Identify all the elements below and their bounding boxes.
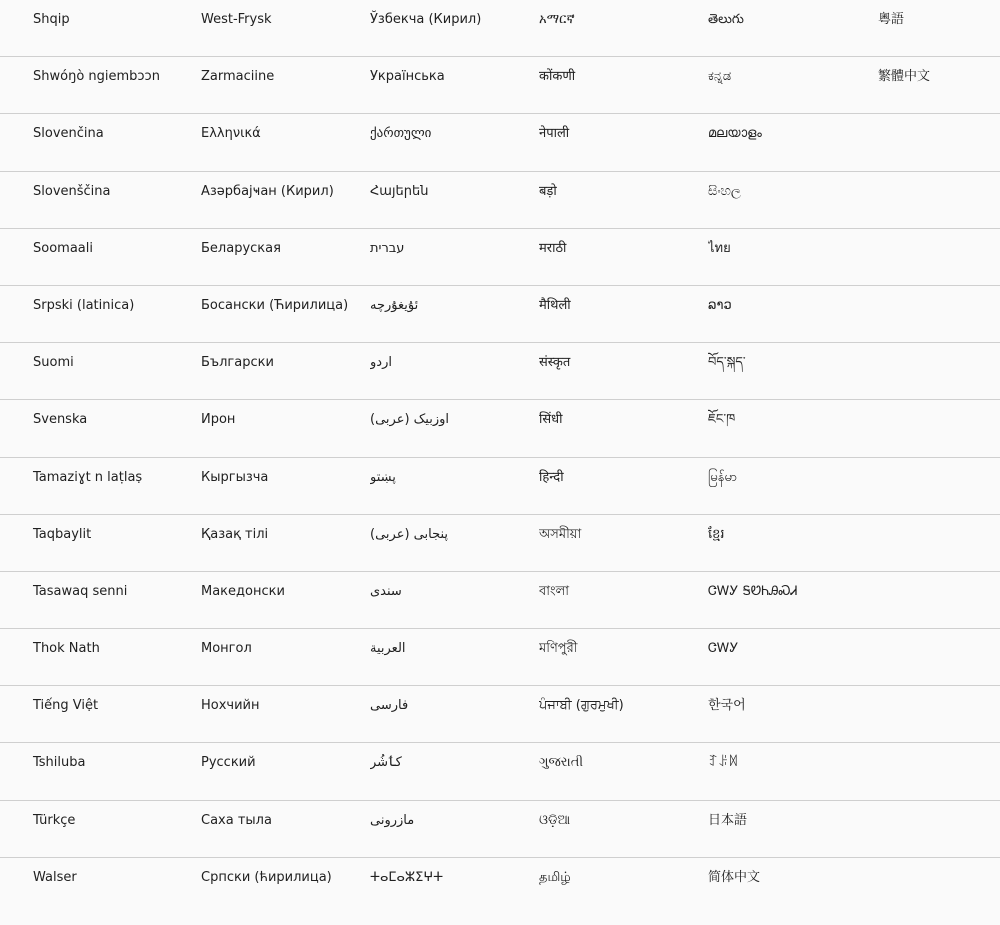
language-option[interactable]: اوزبیک (عربی) bbox=[370, 412, 450, 428]
language-option[interactable] bbox=[878, 229, 1000, 240]
language-option[interactable]: ᏣᎳᎩ bbox=[708, 641, 739, 657]
language-option[interactable]: Walser bbox=[33, 869, 77, 885]
language-option[interactable] bbox=[878, 515, 1000, 526]
language-option[interactable] bbox=[878, 743, 1000, 754]
language-row bbox=[0, 343, 1000, 400]
language-option[interactable] bbox=[878, 400, 1000, 411]
language-option[interactable]: עברית bbox=[370, 240, 405, 256]
language-row bbox=[0, 57, 1000, 114]
language-option[interactable]: Soomaali bbox=[33, 240, 93, 256]
language-option[interactable]: Thok Nath bbox=[33, 641, 100, 657]
language-option[interactable] bbox=[878, 686, 1000, 697]
language-option[interactable]: ગુજરાતી bbox=[539, 755, 584, 771]
language-option[interactable] bbox=[878, 801, 1000, 812]
language-option[interactable]: ئۇيغۇرچە bbox=[370, 297, 419, 313]
language-option[interactable]: ไทย bbox=[708, 240, 731, 256]
language-option[interactable]: हिन्दी bbox=[539, 469, 564, 485]
language-option[interactable]: Српски (ћирилица) bbox=[201, 869, 332, 885]
language-option[interactable]: ᏣᎳᎩ ᎦᏬᏂᎯᏍᏗ bbox=[708, 583, 798, 599]
language-option[interactable]: پنجابی (عربی) bbox=[370, 526, 449, 542]
language-option[interactable]: کٲشُر bbox=[370, 755, 402, 771]
language-option[interactable]: Македонски bbox=[201, 583, 285, 599]
language-row bbox=[0, 172, 1000, 229]
language-row bbox=[0, 572, 1000, 629]
language-option[interactable]: ਪੰਜਾਬੀ (ਗੁਰਮੁਖੀ) bbox=[539, 698, 624, 714]
language-option[interactable]: ಕನ್ನಡ bbox=[708, 69, 732, 85]
language-option[interactable]: नेपाली bbox=[539, 126, 570, 142]
language-option[interactable]: 粵語 bbox=[878, 12, 905, 27]
language-option[interactable]: Suomi bbox=[33, 355, 74, 371]
language-option[interactable] bbox=[878, 629, 1000, 640]
language-row bbox=[0, 629, 1000, 686]
language-option[interactable]: मराठी bbox=[539, 240, 567, 256]
language-option[interactable]: Русский bbox=[201, 755, 256, 771]
language-option[interactable]: தமிழ் bbox=[539, 869, 571, 885]
language-option[interactable] bbox=[878, 858, 1000, 869]
language-option[interactable]: አማርኛ bbox=[539, 12, 575, 27]
language-option[interactable]: Tasawaq senni bbox=[33, 583, 128, 599]
language-option[interactable]: മലയാളം bbox=[708, 126, 762, 142]
language-option[interactable]: बड़ो bbox=[539, 183, 557, 199]
language-option[interactable] bbox=[878, 458, 1000, 469]
language-option[interactable]: 日本語 bbox=[708, 812, 748, 828]
language-option[interactable]: संस्कृत bbox=[539, 355, 571, 371]
language-option[interactable]: Tiếng Việt bbox=[33, 698, 99, 714]
language-option[interactable] bbox=[878, 172, 1000, 183]
language-option[interactable]: Саха тыла bbox=[201, 812, 272, 828]
language-row bbox=[0, 801, 1000, 858]
language-option[interactable]: Монгол bbox=[201, 641, 252, 657]
language-row bbox=[0, 858, 1000, 915]
language-option[interactable]: తెలుగు bbox=[708, 12, 744, 27]
language-option[interactable]: Taqbaylit bbox=[33, 526, 92, 542]
language-option[interactable]: Shqip bbox=[33, 12, 70, 27]
language-option[interactable]: Беларуская bbox=[201, 240, 281, 256]
language-option[interactable]: ଓଡ଼ିଆ bbox=[539, 812, 571, 828]
language-option[interactable]: پښتو bbox=[370, 469, 396, 485]
language-option[interactable]: মণিপুরী bbox=[539, 641, 578, 657]
language-option[interactable]: Tamaziɣt n laṭlaṣ bbox=[33, 469, 143, 485]
language-option[interactable]: ខ្មែរ bbox=[708, 526, 725, 542]
language-option[interactable]: Ελληνικά bbox=[201, 126, 261, 142]
language-row bbox=[0, 400, 1000, 457]
language-option[interactable]: Ирон bbox=[201, 412, 236, 428]
language-option[interactable]: བོད་སྐད་ bbox=[708, 355, 746, 371]
language-option[interactable]: Нохчийн bbox=[201, 698, 260, 714]
language-option[interactable]: West-Frysk bbox=[201, 12, 272, 27]
language-option[interactable]: فارسی bbox=[370, 698, 409, 714]
language-option[interactable]: कोंकणी bbox=[539, 69, 576, 85]
language-option[interactable]: العربية bbox=[370, 641, 406, 657]
language-row bbox=[0, 686, 1000, 743]
language-row bbox=[0, 458, 1000, 515]
language-row bbox=[0, 515, 1000, 572]
language-option[interactable]: Български bbox=[201, 355, 274, 371]
language-option[interactable] bbox=[878, 572, 1000, 583]
language-option[interactable]: مازرونی bbox=[370, 812, 415, 828]
language-option[interactable]: Азәрбајҹан (Кирил) bbox=[201, 183, 334, 199]
language-option[interactable]: Türkçe bbox=[33, 812, 76, 828]
language-option[interactable]: سندی bbox=[370, 583, 402, 599]
language-option[interactable]: Українська bbox=[370, 69, 445, 85]
language-option[interactable]: Slovenščina bbox=[33, 183, 111, 199]
language-option[interactable]: 繁體中文 bbox=[878, 69, 931, 85]
language-option[interactable]: Shwóŋò ngiembɔɔn bbox=[33, 69, 160, 85]
language-option[interactable]: ⵜⴰⵎⴰⵣⵉⵖⵜ bbox=[370, 869, 444, 885]
language-option[interactable]: မြန်မာ bbox=[708, 469, 738, 485]
language-option[interactable]: 简体中文 bbox=[708, 869, 761, 885]
language-option[interactable]: Հայերեն bbox=[370, 183, 429, 199]
language-row bbox=[0, 229, 1000, 286]
language-option[interactable] bbox=[878, 343, 1000, 354]
language-option[interactable] bbox=[878, 286, 1000, 297]
language-option[interactable]: Tshiluba bbox=[33, 755, 86, 771]
language-option[interactable] bbox=[878, 114, 1000, 125]
language-option[interactable]: ქართული bbox=[370, 126, 432, 142]
language-option[interactable]: Кыргызча bbox=[201, 469, 269, 485]
language-option[interactable]: සිංහල bbox=[708, 183, 741, 199]
language-option[interactable]: मैथिली bbox=[539, 297, 571, 313]
language-row bbox=[0, 0, 1000, 57]
language-option[interactable]: اردو bbox=[370, 355, 392, 371]
language-option[interactable]: ཇོང་ཁ bbox=[708, 412, 736, 428]
language-option[interactable]: বাংলা bbox=[539, 583, 570, 599]
language-option[interactable]: Ўзбекча (Кирил) bbox=[370, 12, 482, 27]
language-option[interactable]: Slovenčina bbox=[33, 126, 104, 142]
language-option[interactable]: Босански (Ћирилица) bbox=[201, 297, 349, 313]
language-row bbox=[0, 286, 1000, 343]
language-option[interactable]: Svenska bbox=[33, 412, 88, 428]
language-option[interactable]: सिंधी bbox=[539, 412, 563, 428]
language-row bbox=[0, 114, 1000, 171]
language-option[interactable]: Қазақ тілі bbox=[201, 526, 269, 542]
language-option[interactable]: অসমীয়া bbox=[539, 526, 582, 542]
language-row bbox=[0, 743, 1000, 800]
language-option[interactable]: Srpski (latinica) bbox=[33, 297, 135, 313]
language-option[interactable]: 한국어 bbox=[708, 698, 746, 714]
language-option[interactable]: ꆈꌠꉙ bbox=[708, 755, 739, 771]
language-option[interactable]: Zarmaciine bbox=[201, 69, 275, 85]
language-option[interactable]: ລາວ bbox=[708, 297, 732, 313]
